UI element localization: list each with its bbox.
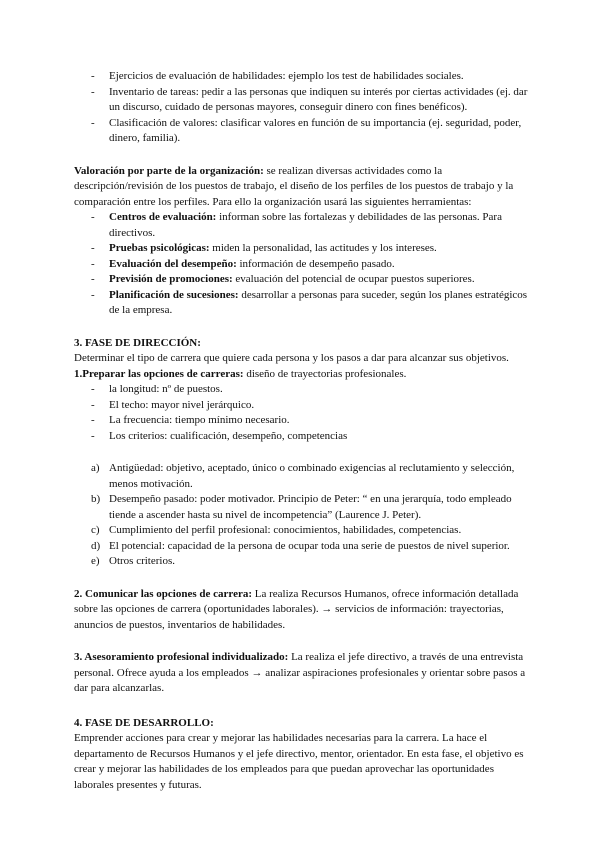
dash-marker: - (91, 257, 95, 270)
letter-marker: e) (91, 555, 100, 567)
list-item-text: El techo: mayor nivel jerárquico. (109, 398, 255, 411)
direccion-intro: Determinar el tipo de carrera que quiere cada persona y los pasos a dar para alcanzar sus objetivos. (74, 352, 509, 364)
dash-marker: - (91, 116, 95, 129)
list-item-text: Desempeño pasado: poder motivador. Principio de Peter: “ en una jerarquía, todo empleado tiende a ascender hasta su nivel de incompetencia” (Laurence J. Peter). (109, 493, 512, 521)
letter-marker: b) (91, 493, 101, 505)
list-item-bold: Planificación de sucesiones: (109, 288, 239, 301)
list-item-text: evaluación del potencial de ocupar puestos superiores. (232, 273, 475, 285)
list-item (74, 554, 530, 570)
page-content (74, 69, 530, 793)
criteria-list (74, 461, 530, 570)
dash-marker: - (91, 414, 95, 426)
list-item (74, 257, 530, 273)
list-item (74, 288, 530, 319)
list-item (74, 461, 530, 492)
list-item (74, 85, 530, 116)
dash-marker: - (91, 398, 95, 411)
preparar-paragraph (74, 367, 530, 383)
dash-marker: - (91, 429, 95, 442)
list-item-text: Inventario de tareas: pedir a las personas que indiquen su interés por ciertas actividades (ej. dar un discurso, cuidado de personas mayores, conseguir dinero con fines benéficos). (109, 85, 528, 113)
preparar-bold: 1.Preparar las opciones de carreras: (74, 367, 244, 380)
valoracion-bold: Valoración por parte de la organización: (74, 164, 264, 177)
list-item (74, 69, 530, 85)
list-item-text: El potencial: capacidad de la persona de ocupar toda una serie de puestos de nivel superior. (109, 539, 510, 552)
tools-list (74, 210, 530, 319)
letter-marker: d) (91, 539, 101, 552)
list-item (74, 413, 530, 429)
section-heading-desarrollo: 4. FASE DE DESARROLLO: (74, 716, 214, 729)
dash-marker: - (91, 211, 95, 223)
list-item-text: informan sobre las fortalezas y debilidades de las personas. Para directivos. (109, 211, 502, 239)
comunicar-bold: 2. Comunicar las opciones de carrera: (74, 587, 253, 600)
dash-marker: - (91, 85, 95, 98)
dash-marker: - (91, 70, 95, 82)
comunicar-paragraph (74, 587, 530, 634)
preparar-text: diseño de trayectorias profesionales. (243, 367, 407, 380)
list-item-bold: Previsión de promociones: (109, 273, 233, 285)
comunicar-text: La realiza Recursos Humanos, ofrece información detallada sobre las opciones de carrera (oportunidades laborales). → servicios de información: trayectorias, anuncios de puestos, inventarios de habilidades. (74, 587, 519, 631)
asesoramiento-paragraph (74, 650, 530, 697)
list-item-text: Ejercicios de evaluación de habilidades: ejemplo los test de habilidades sociales. (109, 70, 464, 82)
valoracion-paragraph (74, 164, 530, 211)
section-heading-direccion: 3. FASE DE DIRECCIÓN: (74, 336, 201, 349)
list-item-text: Clasificación de valores: clasificar valores en función de su importancia (ej. seguridad, poder, dinero, familia). (109, 116, 522, 144)
asesoramiento-text: La realiza el jefe directivo, a través de una entrevista personal. Ofrece ayuda a los empleados → analizar aspiraciones profesionales y orientar sobre pasos a dar para alcanzarlas. (74, 651, 526, 694)
list-item-bold: Evaluación del desempeño: (109, 257, 237, 270)
list-item-text: Otros criterios. (109, 555, 175, 567)
list-item-text: desarrollar a personas para suceder, según los planes estratégicos de la empresa. (109, 288, 528, 316)
evaluation-methods-list (74, 69, 530, 147)
career-path-list (74, 382, 530, 444)
list-item (74, 539, 530, 555)
list-item-text: información de desempeño pasado. (236, 257, 395, 270)
valoracion-text: se realizan diversas actividades como la descripción/revisión de los puestos de trabajo, el diseño de los perfiles de los puestos de trabajo y la comparación entre los perfiles. Para ello la organización usará las siguientes herramientas: (74, 164, 514, 208)
dash-marker: - (91, 383, 95, 395)
asesoramiento-bold: 3. Asesoramiento profesional individualizado: (74, 651, 289, 663)
list-item-bold: Centros de evaluación: (109, 211, 217, 223)
list-item-bold: Pruebas psicológicas: (109, 242, 210, 254)
list-item (74, 241, 530, 257)
list-item (74, 398, 530, 414)
list-item (74, 429, 530, 445)
list-item (74, 523, 530, 539)
list-item (74, 272, 530, 288)
letter-marker: a) (91, 462, 100, 474)
list-item (74, 492, 530, 523)
list-item (74, 116, 530, 147)
desarrollo-paragraph: Emprender acciones para crear y mejorar las habilidades necesarias para la carrera. La hace el departamento de Recursos Humanos y el jefe directivo, mentor, orientador. En esta fase, el objetivo es crear y mejorar las habilidades de los empleados para que puedan aprovechar las oportunidades laborales presentes y futuras. (74, 732, 524, 791)
list-item-text: Antigüedad: objetivo, aceptado, único o combinado exigencias al reclutamiento y selección, menos motivación. (109, 462, 515, 490)
list-item-text: Cumplimiento del perfil profesional: conocimientos, habilidades, competencias. (109, 524, 462, 536)
dash-marker: - (91, 288, 95, 301)
list-item (74, 382, 530, 398)
list-item-text: La frecuencia: tiempo mínimo necesario. (109, 414, 290, 426)
dash-marker: - (91, 242, 95, 254)
list-item-text: Los criterios: cualificación, desempeño, competencias (109, 429, 348, 442)
list-item (74, 210, 530, 241)
list-item-text: la longitud: nº de puestos. (109, 383, 223, 395)
dash-marker: - (91, 273, 95, 285)
letter-marker: c) (91, 524, 100, 536)
list-item-text: miden la personalidad, las actitudes y los intereses. (209, 242, 437, 254)
